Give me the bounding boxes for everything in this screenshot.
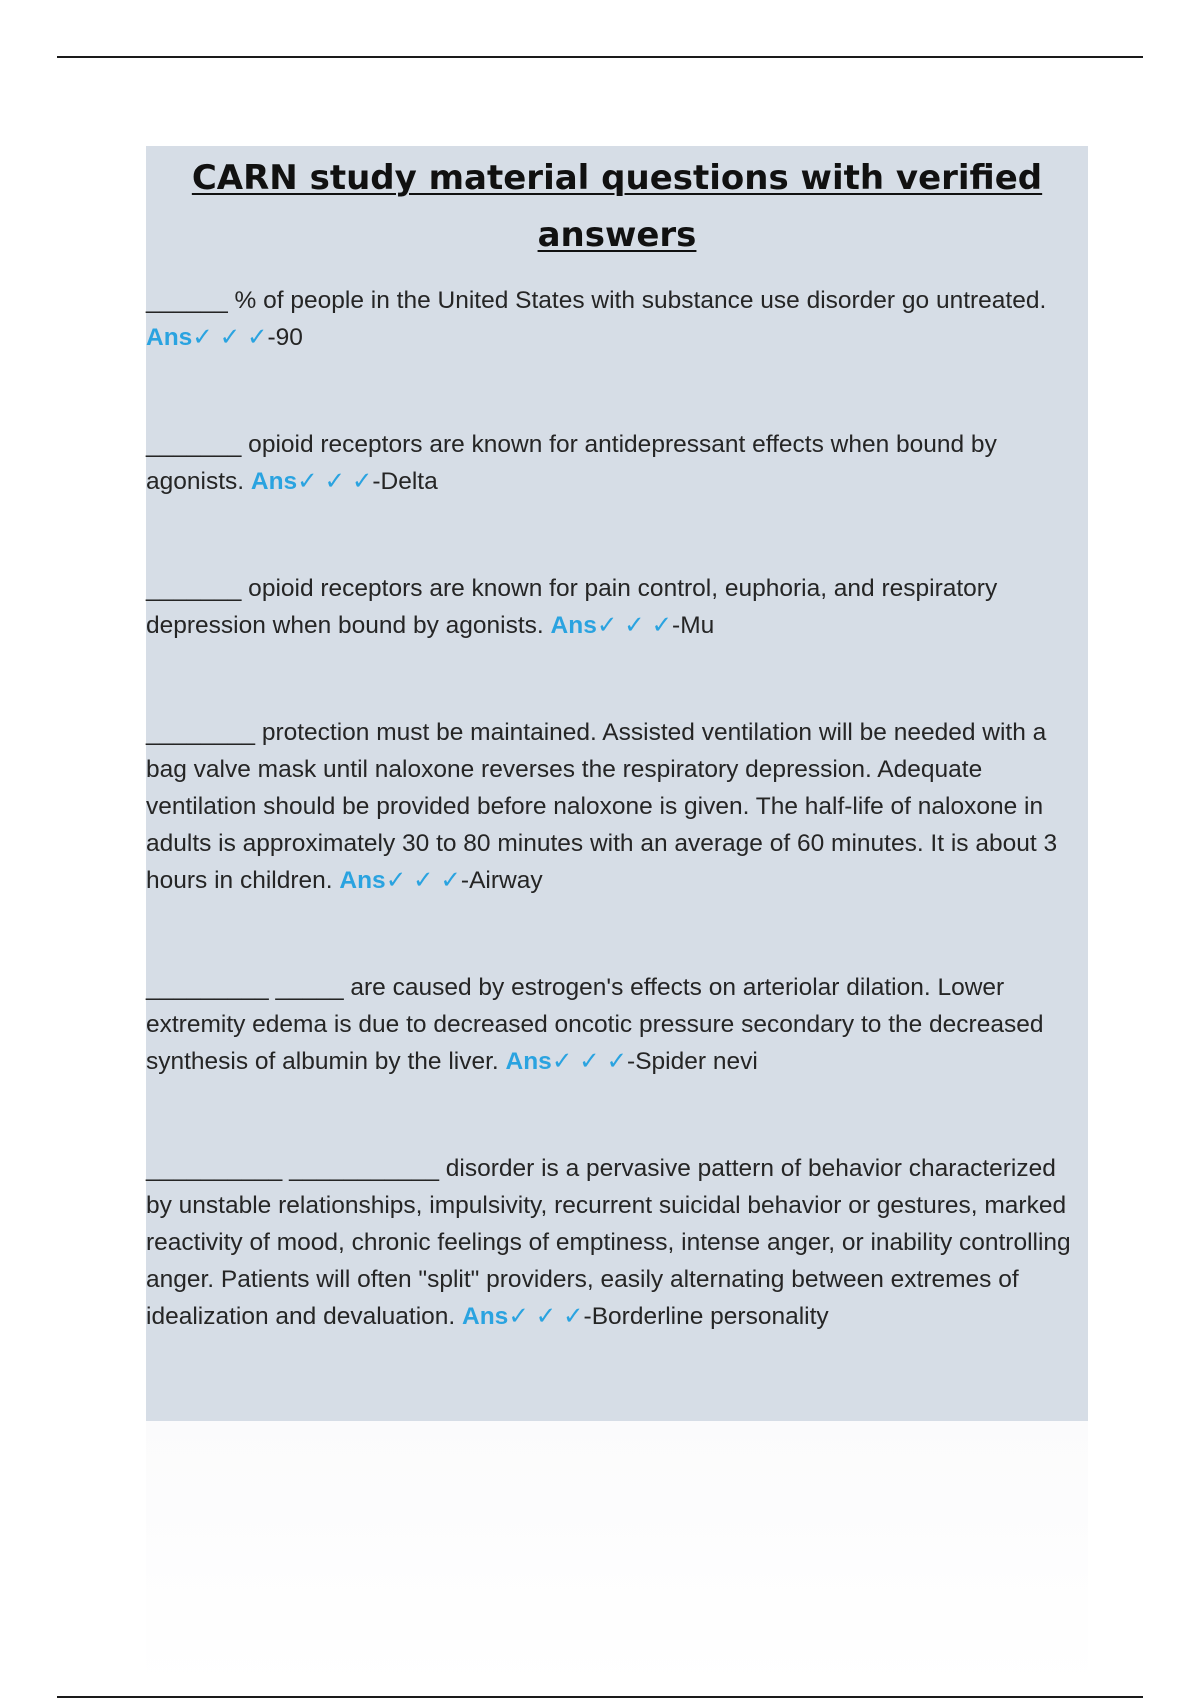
check-icon: ✓ ✓ ✓ — [551, 1048, 628, 1075]
question-text: _______ opioid receptors are known for antidepressant effects when bound by agonists. — [146, 431, 997, 495]
question-list — [146, 282, 1088, 1335]
answer-tag: Ans — [505, 1048, 552, 1075]
question-item — [146, 282, 1088, 356]
answer-dash: - — [267, 324, 276, 351]
answer-tag: Ans — [550, 612, 597, 639]
question-item — [146, 714, 1088, 899]
top-rule — [57, 56, 1143, 58]
question-item — [146, 570, 1088, 644]
check-icon: ✓ ✓ ✓ — [297, 468, 373, 495]
bottom-rule — [57, 1696, 1143, 1698]
question-text: ______ % of people in the United States with substance use disorder go untreated. — [146, 287, 1047, 314]
question-text: __________ ___________ disorder is a pervasive pattern of behavior characterized by unstable relationships, impulsivity, recurrent suicidal behavior or gestures, marked reactivity of mood, chronic feelings of emptiness, intense anger, or inability controlling anger. Patients will often "split" providers, easily alternating between extremes of idealization and devaluation. — [146, 1155, 1071, 1330]
question-item — [146, 1150, 1088, 1335]
question-text: ________ protection must be maintained. Assisted ventilation will be needed with a bag valve mask until naloxone reverses the respiratory depression. Adequate ventilation should be provided before naloxone is given. The half-life of naloxone in adults is approximately 30 to 80 minutes with an average of 60 minutes. It is about 3 hours in children. — [146, 719, 1058, 894]
document-panel — [146, 146, 1088, 1421]
answer-dash: - — [460, 867, 470, 894]
answer-dash: - — [372, 468, 381, 495]
answer-text: Delta — [380, 468, 438, 495]
question-item — [146, 969, 1088, 1080]
question-text: _______ opioid receptors are known for pain control, euphoria, and respiratory depression when bound by agonists. — [146, 575, 998, 639]
document-title — [146, 146, 1088, 264]
page-fade — [146, 1421, 1088, 1691]
check-icon: ✓ ✓ ✓ — [192, 324, 268, 351]
document-title-text: CARN study material questions with verified answers — [191, 158, 1043, 255]
answer-dash: - — [672, 612, 681, 639]
answer-tag: Ans — [339, 867, 386, 894]
answer-dash: - — [583, 1303, 592, 1330]
answer-tag: Ans — [462, 1303, 509, 1330]
answer-text: 90 — [275, 324, 303, 351]
answer-text: Airway — [469, 867, 543, 894]
answer-text: Mu — [680, 612, 715, 639]
answer-text: Borderline personality — [591, 1303, 829, 1330]
question-text: _________ _____ are caused by estrogen's effects on arteriolar dilation. Lower extremity edema is due to decreased oncotic pressure secondary to the decreased synthesis of albumin by the liver. — [146, 974, 1044, 1075]
question-item — [146, 426, 1088, 500]
answer-tag: Ans — [146, 324, 193, 351]
answer-dash: - — [627, 1048, 636, 1075]
check-icon: ✓ ✓ ✓ — [596, 612, 673, 639]
answer-text: Spider nevi — [635, 1048, 758, 1075]
check-icon: ✓ ✓ ✓ — [385, 867, 461, 894]
check-icon: ✓ ✓ ✓ — [508, 1303, 584, 1330]
answer-tag: Ans — [250, 468, 298, 495]
